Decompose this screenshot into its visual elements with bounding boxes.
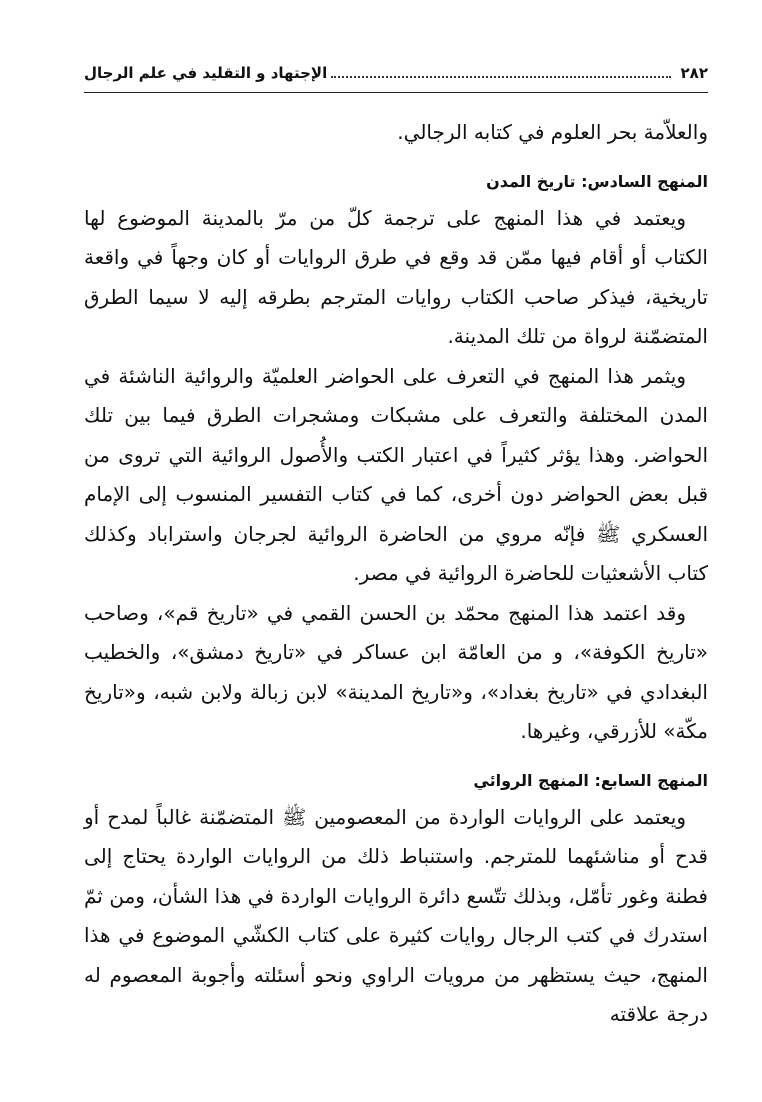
section-heading-7: المنهج السابع: المنهج الروائي <box>473 770 708 790</box>
running-title: الإجتهاد و التقليد في علم الرجال <box>84 64 328 82</box>
paragraph: ويعتمد على الروايات الواردة من المعصومين ﷺ المتضمّنة غالباً لمدح أو قدح أو مناشئهما للمترجم. واستنباط ذلك من الروايات الواردة يحتاج إلى فطنة وغور تأمّل، وبذلك تتّسع دائرة الروايات الواردة في هذا الشأن، ومن ثمّ استدرك في كتب الرجال روايات كثيرة على كتاب الكشّي الموضوع في هذا المنهج، حيث يستظهر من مرويات الراوي ونحو أسئلته وأجوبة المعصوم له درجة علاقته <box>84 804 708 1026</box>
paragraph: وقد اعتمد هذا المنهج محمّد بن الحسن القمي في «تاريخ قم»، وصاحب «تاريخ الكوفة»، و من العامّة ابن عساكر في «تاريخ دمشق»، والخطيب البغدادي في «تاريخ بغداد»، و«تاريخ المدينة» لابن زبالة ولابن شبه، و«تاريخ مكّة» للأزرقي، وغيرها. <box>84 600 708 743</box>
leader-dots <box>331 75 670 78</box>
page-number: ٢٨٢ <box>680 64 708 82</box>
running-header <box>84 64 708 93</box>
intro-paragraph: والعلاّمة بحر العلوم في كتابه الرجالي. <box>397 120 708 144</box>
body-text <box>84 113 708 1035</box>
paragraph: ويثمر هذا المنهج في التعرف على الحواضر العلميّة والروائية الناشئة في المدن المختلفة والتعرف على مشبكات ومشجرات الطرق فيما بين تلك الحواضر. وهذا يؤثر كثيراً في اعتبار الكتب والأُصول الروائية التي تروى من قبل بعض الحواضر دون أخرى، كما في كتاب التفسير المنسوب إلى الإمام العسكري ﷺ فإنّه مروي من الحاضرة الروائية لجرجان واستراباد وكذلك كتاب الأشعثيات للحاضرة الروائية في مصر. <box>84 363 708 585</box>
book-page <box>84 64 708 1035</box>
section-heading-6: المنهج السادس: تاريخ المدن <box>486 171 708 191</box>
paragraph: ويعتمد في هذا المنهج على ترجمة كلّ من مرّ بالمدينة الموضوع لها الكتاب أو أقام فيها ممّن قد وقع في طرق الروايات أو كان وجهاً في واقعة تاريخية، فيذكر صاحب الكتاب روايات المترجم بطرقه إليه لا سيما الطرق المتضمّنة لرواة من تلك المدينة. <box>84 205 708 348</box>
